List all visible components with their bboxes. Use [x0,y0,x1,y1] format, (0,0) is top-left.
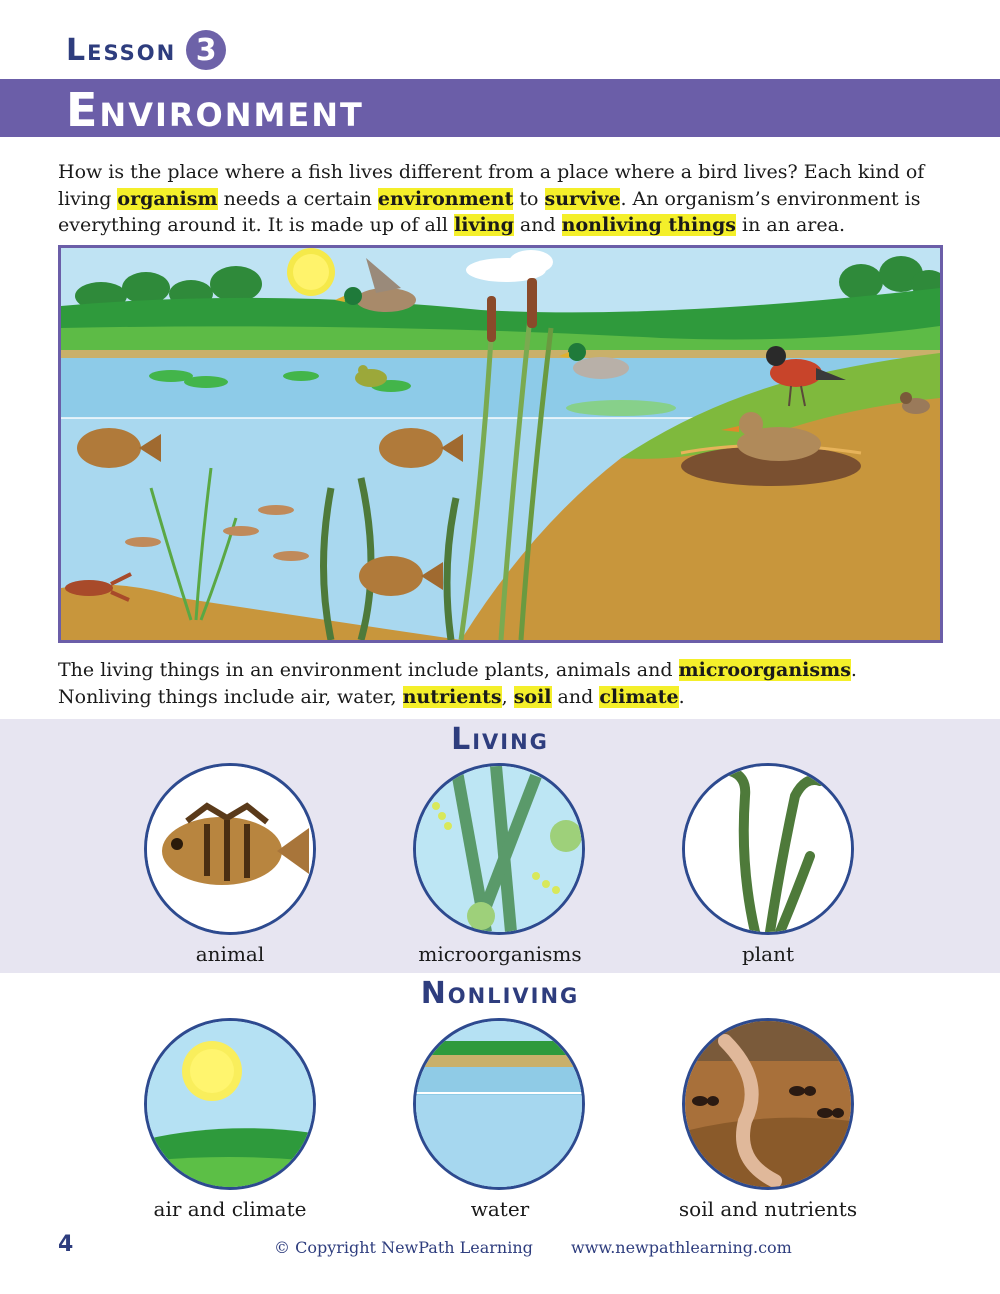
water-circle [413,1018,585,1190]
vocab-soil: soil [513,685,552,708]
microorganisms-circle [413,763,585,935]
vocab-environment: environment [377,187,514,210]
fish-icon [147,766,313,932]
lesson-label-row [66,30,226,70]
intro-text: . An organism’s environment is everything around it. It is made up of all [58,187,921,236]
page-number: 4 [58,1232,74,1257]
air-climate-circle [144,1018,316,1190]
intro-text: to [513,187,545,210]
plant-caption: plant [741,942,795,966]
lesson-number-badge: 3 [186,30,226,70]
water-icon [416,1021,582,1187]
living-nonliving-paragraph [58,657,942,710]
vocab-organism: organism [117,187,218,210]
microorganisms-caption: microorganisms [418,942,582,966]
title-bar [0,79,1000,137]
microorganism-icon [416,766,582,932]
pond-scene-illustration [58,245,943,643]
intro-text: and [513,214,562,236]
intro-paragraph [58,159,942,239]
air-climate-caption: air and climate [153,1197,307,1221]
plant-icon [685,766,851,932]
pond-scene [61,248,940,640]
water-caption: water [470,1197,530,1221]
lesson-label: Lesson [66,32,177,68]
website-link[interactable]: www.newpathlearning.com [571,1238,792,1257]
vocab-living: living [454,214,514,236]
nonliving-heading: Nonliving [420,976,580,1011]
vocab-nutrients: nutrients [402,685,502,708]
intro-text: in an area. [735,214,846,236]
body-text: and [551,685,600,708]
animal-circle [144,763,316,935]
intro-text: needs a certain [217,187,378,210]
soil-worm-icon [685,1021,851,1187]
body-text: . [678,685,685,708]
sun-sky-icon [147,1021,313,1187]
vocab-nonliving-things: nonliving things [561,214,736,236]
page-title: Environment [66,83,364,137]
soil-nutrients-caption: soil and nutrients [678,1197,858,1221]
body-text: . Nonliving things include air, water, [58,659,857,708]
animal-caption: animal [195,942,265,966]
vocab-survive: survive [544,187,621,210]
intro-text: How is the place where a fish lives different from a place where a bird lives? Each kind of living [58,161,925,210]
vocab-microorganisms: microorganisms [678,659,851,681]
copyright-text: © Copyright NewPath Learning [274,1238,533,1257]
body-text: The living things in an environment include plants, animals and [58,659,679,681]
soil-nutrients-circle [682,1018,854,1190]
body-text: , [501,685,514,708]
sun-icon [287,248,335,296]
vocab-climate: climate [599,685,679,708]
plant-circle [682,763,854,935]
living-heading: Living [451,722,549,757]
